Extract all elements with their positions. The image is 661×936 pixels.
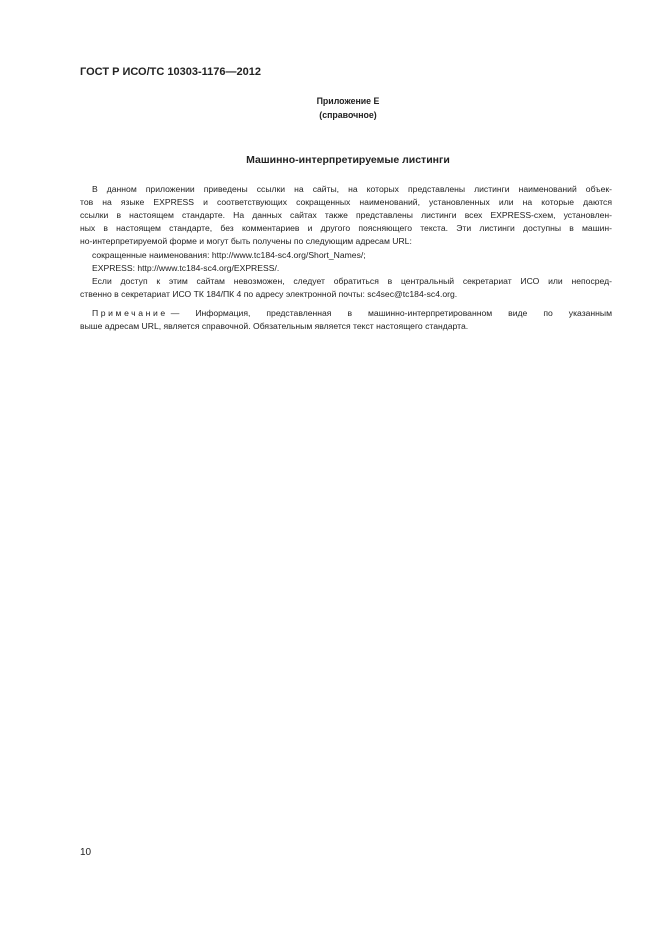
page-number: 10 bbox=[80, 847, 92, 858]
paragraph-line: но-интерпретируемой форме и могут быть получены по следующим адресам URL: bbox=[80, 236, 412, 246]
paragraph-line: ственно в секретариат ИСО ТК 184/ПК 4 по адресу электронной почты: sc4sec@tc184-sc4.org. bbox=[80, 289, 458, 299]
note-line-2: выше адресам URL, является справочной. Обязательным является текст настоящего стандарта. bbox=[80, 321, 469, 331]
paragraph-line: В данном приложении приведены ссылки на сайты, на которых представлены листинги наименований объек- bbox=[92, 184, 612, 194]
paragraph-line: ссылки в настоящем стандарте. На данных сайтах также представлены листинги всех EXPRESS-схем, установлен- bbox=[80, 210, 612, 220]
annex-type: (справочное) bbox=[319, 110, 377, 120]
document-header: ГОСТ Р ИСО/ТС 10303-1176—2012 bbox=[80, 66, 261, 78]
paragraph-line: ных в настоящем стандарте, без комментариев и другого поясняющего текста. Эти листинги доступны в машин- bbox=[80, 223, 612, 233]
url-short-names: сокращенные наименования: http://www.tc184-sc4.org/Short_Names/; bbox=[92, 250, 366, 260]
section-title: Машинно-интерпретируемые листинги bbox=[246, 154, 450, 166]
url-express: EXPRESS: http://www.tc184-sc4.org/EXPRESS/. bbox=[92, 263, 280, 273]
paragraph-line: Если доступ к этим сайтам невозможен, следует обратиться в центральный секретариат ИСО или непосред- bbox=[92, 276, 612, 286]
note-label: Примечание bbox=[92, 308, 168, 318]
note-line-1 bbox=[92, 307, 612, 320]
paragraph-line: тов на языке EXPRESS и соответствующих сокращенных наименований, установленных или на которые даются bbox=[80, 197, 612, 207]
annex-title: Приложение Е bbox=[316, 96, 380, 106]
note-text: — Информация, представленная в машинно-интерпретированном виде по указанным bbox=[170, 308, 612, 318]
